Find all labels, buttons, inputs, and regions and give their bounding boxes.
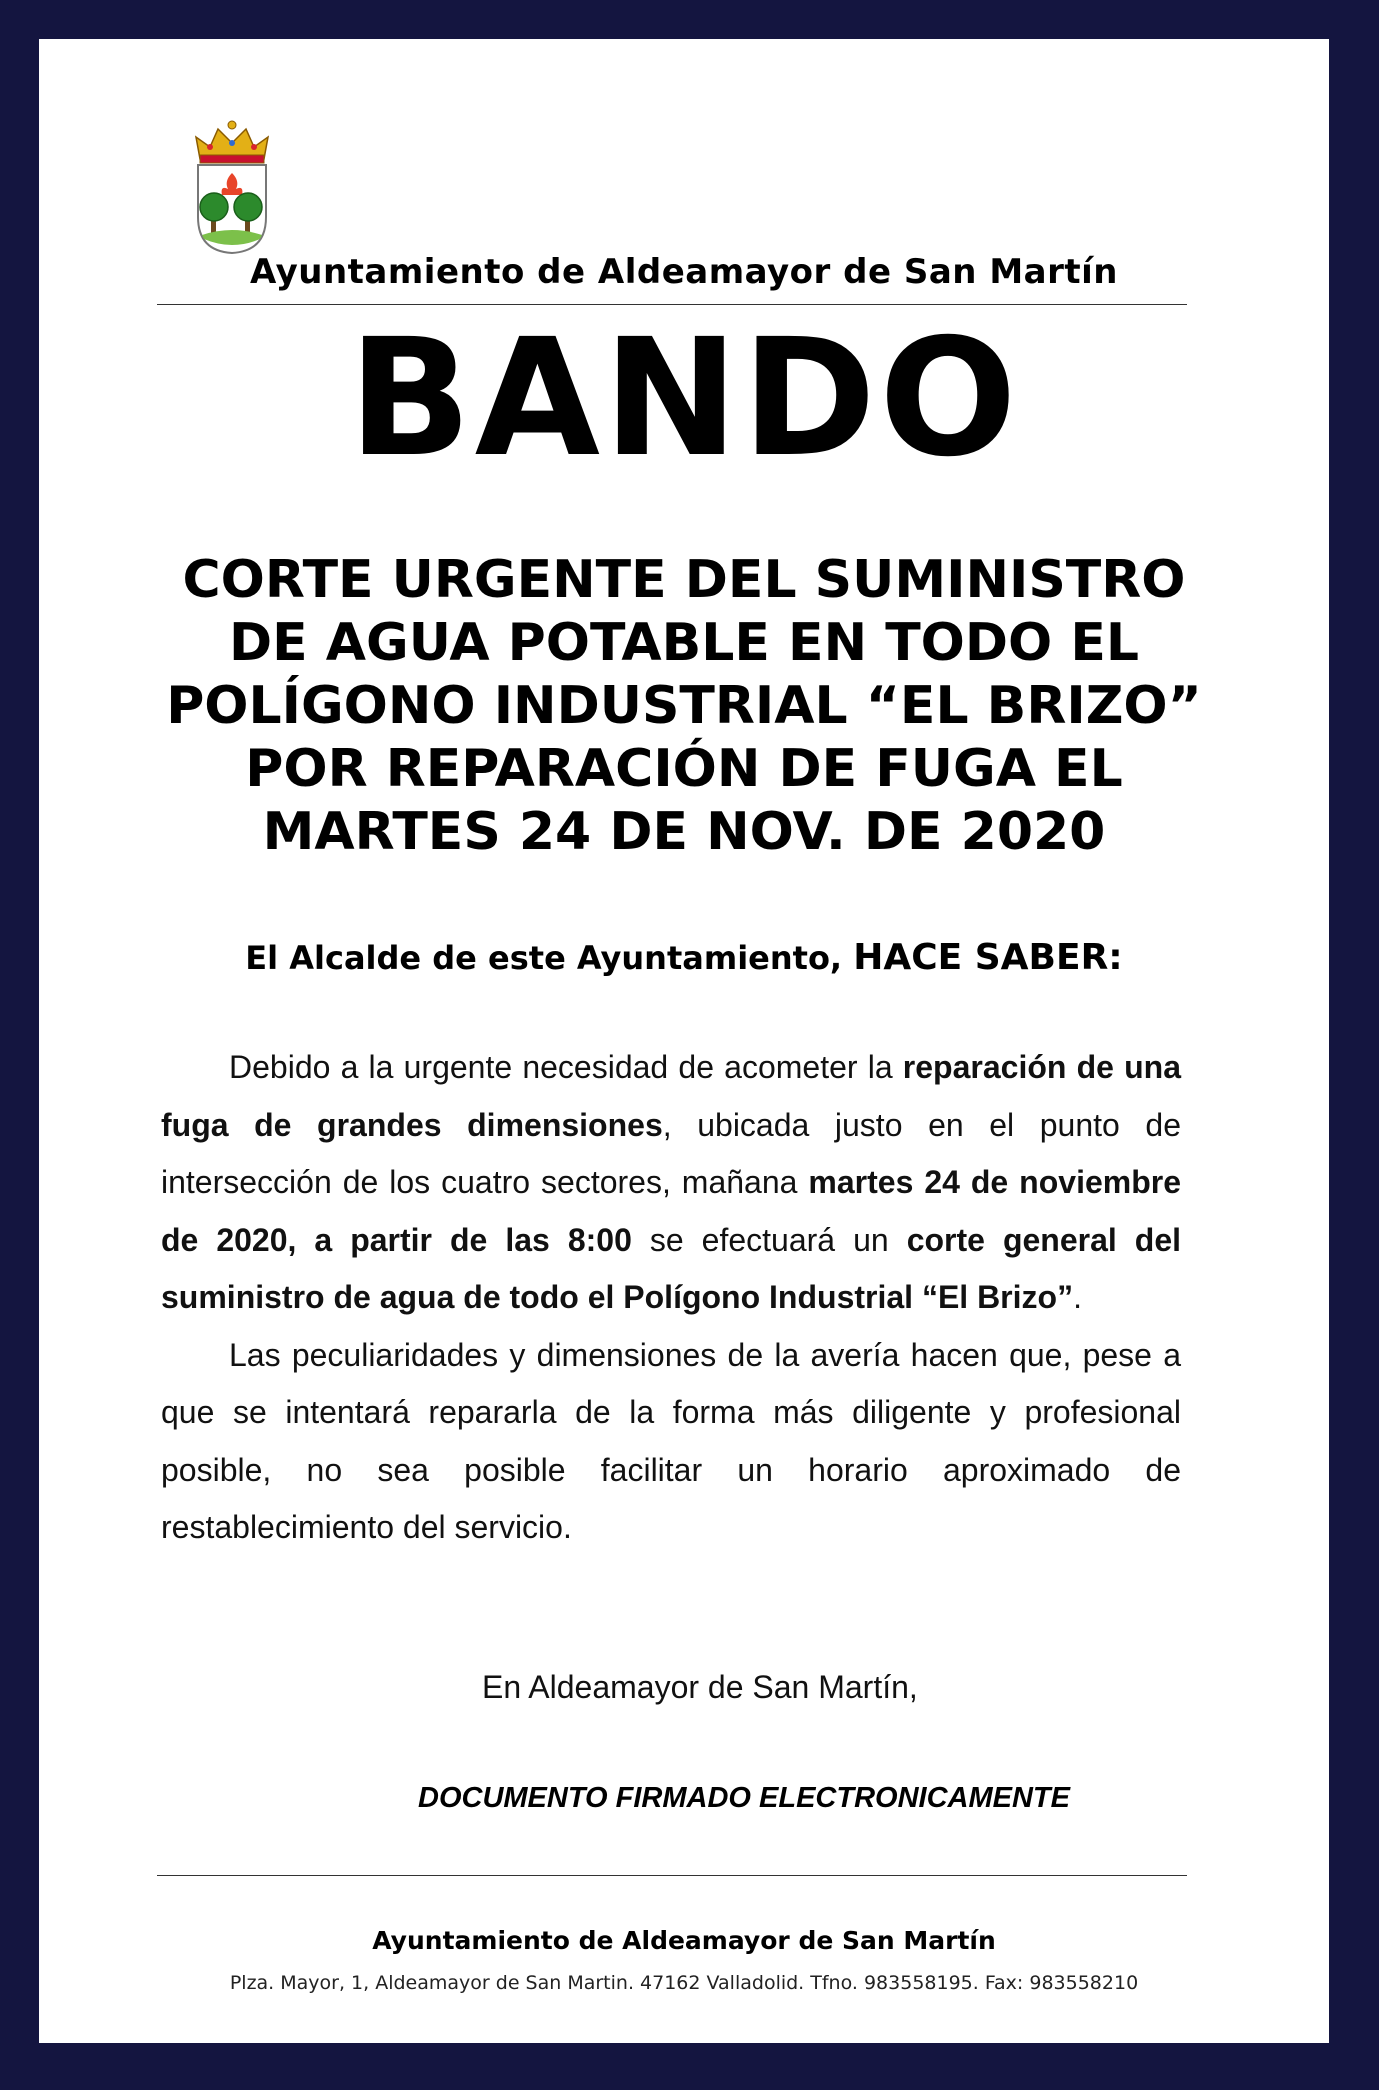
- body-text: Debido a la urgente necesidad de acometer la: [229, 1049, 903, 1085]
- body-text: .: [1073, 1279, 1082, 1315]
- signature-note: DOCUMENTO FIRMADO ELECTRONICAMENTE: [418, 1782, 1070, 1814]
- body-text: se efectuará un: [631, 1221, 907, 1258]
- document-body: [161, 1039, 1181, 1557]
- headline-line: DE AGUA POTABLE EN TODO EL: [228, 613, 1140, 673]
- headline-line: MARTES 24 DE NOV. DE 2020: [262, 802, 1106, 862]
- body-bold-text: reparación de una fuga de grandes dimensiones: [161, 1049, 1181, 1143]
- organization-header: Ayuntamiento de Aldeamayor de San Martín: [249, 252, 1119, 292]
- body-bold-text: martes 24 de noviembre de 2020, a partir de las 8:00: [161, 1164, 1182, 1258]
- headline: [99, 549, 1269, 864]
- document-title: BANDO: [348, 305, 1020, 493]
- announcement-lead: El Alcalde de este Ayuntamiento,: [245, 939, 854, 977]
- headline-line: POLÍGONO INDUSTRIAL “EL BRIZO”: [166, 676, 1202, 736]
- headline-line: POR REPARACIÓN DE FUGA EL: [245, 739, 1123, 799]
- body-text: , ubicada justo en el punto de intersección de los cuatro sectores, mañana: [161, 1106, 1182, 1200]
- announcement-emphasis: HACE SABER:: [853, 937, 1123, 978]
- body-paragraph: [161, 1039, 1181, 1327]
- body-paragraph: Las peculiaridades y dimensiones de la avería hacen que, pese a que se intentará repararla de la forma más diligente y profesional posible, no sea posible facilitar un horario aproximado de restablecimiento del servicio.: [161, 1336, 1181, 1545]
- footer-divider: [157, 1875, 1187, 1876]
- body-bold-text: corte general del suministro de agua de todo el Polígono Industrial “El Brizo”: [161, 1221, 1182, 1315]
- footer-address: Plza. Mayor, 1, Aldeamayor de San Martin. 47162 Valladolid. Tfno. 983558195. Fax: 983558210: [229, 1972, 1139, 1994]
- place-line: En Aldeamayor de San Martín,: [482, 1669, 918, 1705]
- announcement: [39, 937, 1329, 978]
- municipal-coat-of-arms-icon: [192, 117, 272, 257]
- document-page: [39, 39, 1329, 2043]
- footer-organization: Ayuntamiento de Aldeamayor de San Martín: [372, 1926, 996, 1955]
- headline-line: CORTE URGENTE DEL SUMINISTRO: [182, 550, 1186, 610]
